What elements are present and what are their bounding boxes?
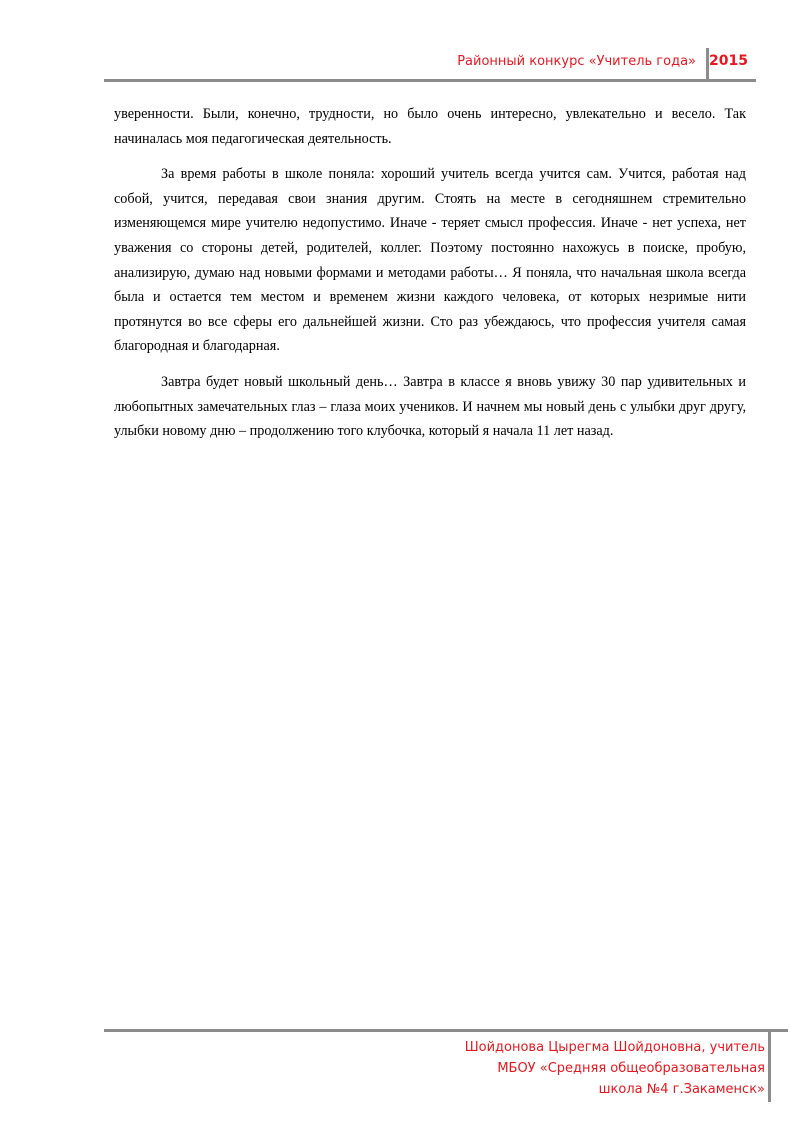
footer-school: МБОУ «Средняя общеобразовательная <box>497 1061 765 1076</box>
footer-divider <box>768 1030 771 1102</box>
document-body <box>114 102 746 455</box>
header-title: Районный конкурс «Учитель года» <box>457 54 696 69</box>
footer-author: Шойдонова Цырегма Шойдоновна, учитель <box>464 1040 765 1055</box>
footer-school-city: школа №4 г.Закаменск» <box>598 1082 765 1097</box>
footer-rule <box>104 1029 788 1032</box>
page-footer <box>465 1037 765 1100</box>
header-rule <box>104 79 756 82</box>
paragraph: За время работы в школе поняла: хороший учитель всегда учится сам. Учится, работая над собой, учится, передавая свои знания другим. Стоять на месте в сегодняшнем стремительно изменяющемся мире учителю недопустимо. Иначе - теряет смысл профессия. Иначе - нет успеха, нет уважения со стороны детей, родителей, коллег. Поэтому постоянно нахожусь в поиске, пробую, анализирую, думаю над новыми формами и методами работы… Я поняла, что начальная школа всегда была и остается тем местом и временем жизни каждого человека, от которых незримые нити протянутся во все сферы его дальнейшей жизни. Сто раз убеждаюсь, что профессия учителя самая благородная и благодарная. <box>114 166 746 355</box>
page-header <box>104 48 756 80</box>
paragraph: Завтра будет новый школьный день… Завтра в классе я вновь увижу 30 пар удивительных и любопытных замечательных глаз – глаза моих учеников. И начнем мы новый день с улыбки друг другу, улыбки новому дню – продолжению того клубочка, который я начала 11 лет назад. <box>114 373 746 440</box>
paragraph: уверенности. Были, конечно, трудности, но было очень интересно, увлекательно и весело. Так начиналась моя педагогическая деятельность. <box>114 106 746 147</box>
header-year: 2015 <box>709 53 748 69</box>
